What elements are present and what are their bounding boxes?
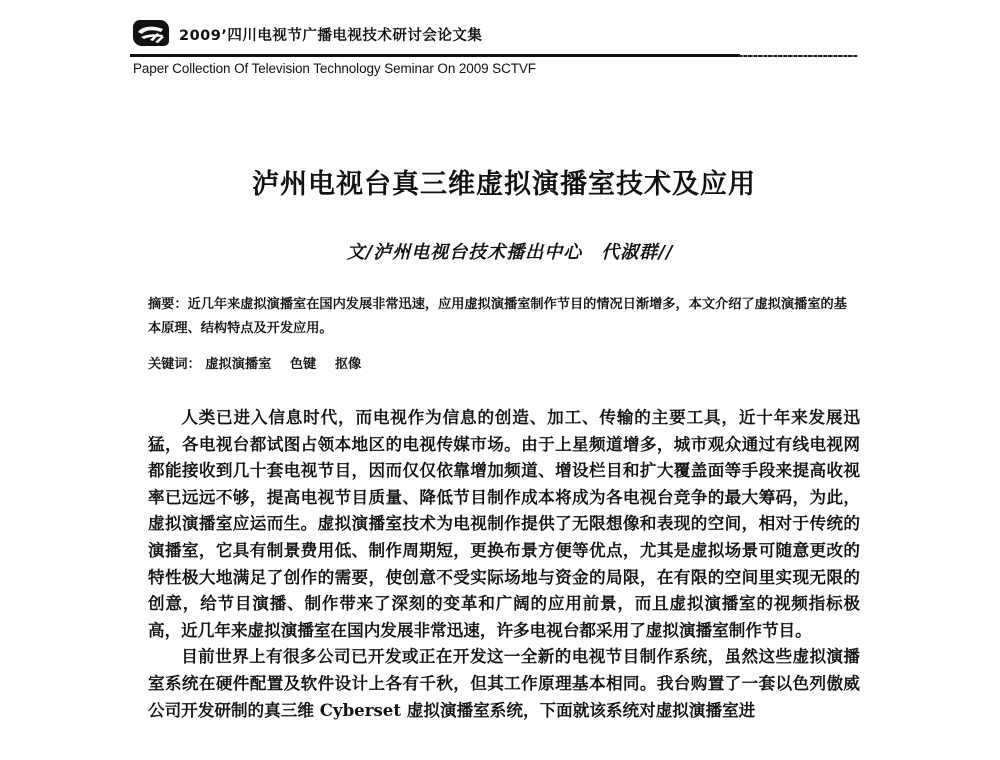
paragraph: 人类已进入信息时代，而电视作为信息的创造、加工、传输的主要工具，近十年来发展迅猛，各电视台都试图占领本地区的电视传媒市场。由于上星频道增多，城市观众通过有线电视网都能接收到几十套电视节目，因而仅仅依靠增加频道、增设栏目和扩大覆盖面等手段来提高收视率已远远不够，提高电视节目质量、降低节目制作成本将成为各电视台竞争的最大筹码，为此，虚拟演播室应运而生。虚拟演播室技术为电视制作提供了无限想像和表现的空间，相对于传统的演播室，它具有制景费用低、制作周期短，更换布景方便等优点，尤其是虚拟场景可随意更改的特性极大地满足了创作的需要，使创意不受实际场地与资金的局限，在有限的空间里实现无限的创意，给节目演播、制作带来了深刻的变革和广阔的应用前景，而且虚拟演播室的视频指标极高，近几年来虚拟演播室在国内发展非常迅速，许多电视台都采用了虚拟演播室制作节目。 <box>148 407 860 640</box>
sctvf-logo-icon <box>133 20 169 46</box>
abstract-label: 摘要： <box>148 297 188 312</box>
keywords <box>148 353 375 372</box>
paragraph: 目前世界上有很多公司已开发或正在开发这一全新的电视节目制作系统，虽然这些虚拟演播室系统在硬件配置及软件设计上各有千秋，但其工作原理基本相同。我台购置了一套以色列傲威公司开发研制的真三维 Cyberset 虚拟演播室系统，下面就该系统对虚拟演播室进 <box>148 646 860 720</box>
author-byline: 文/泸州电视台技术播出中心 代淑群// <box>346 242 674 263</box>
header-divider-tail <box>738 55 858 57</box>
abstract-text: 近几年来虚拟演播室在国内发展非常迅速，应用虚拟演播室制作节目的情况日渐增多，本文介绍了虚拟演播室的基本原理、结构特点及开发应用。 <box>148 297 847 336</box>
body-text <box>148 404 860 723</box>
proceedings-title: 2009’四川电视节广播电视技术研讨会论文集 <box>179 28 483 44</box>
paper-title: 泸州电视台真三维虚拟演播室技术及应用 <box>252 169 756 200</box>
keyword: 虚拟演播室 <box>205 357 272 372</box>
proceedings-subtitle: Paper Collection Of Television Technology Seminar On 2009 SCTVF <box>133 61 536 76</box>
keyword: 色键 <box>289 357 317 372</box>
keywords-label: 关键词： <box>148 357 201 372</box>
keyword: 抠像 <box>334 357 362 372</box>
abstract <box>148 293 860 341</box>
running-header <box>133 18 1000 88</box>
header-divider <box>130 54 740 57</box>
